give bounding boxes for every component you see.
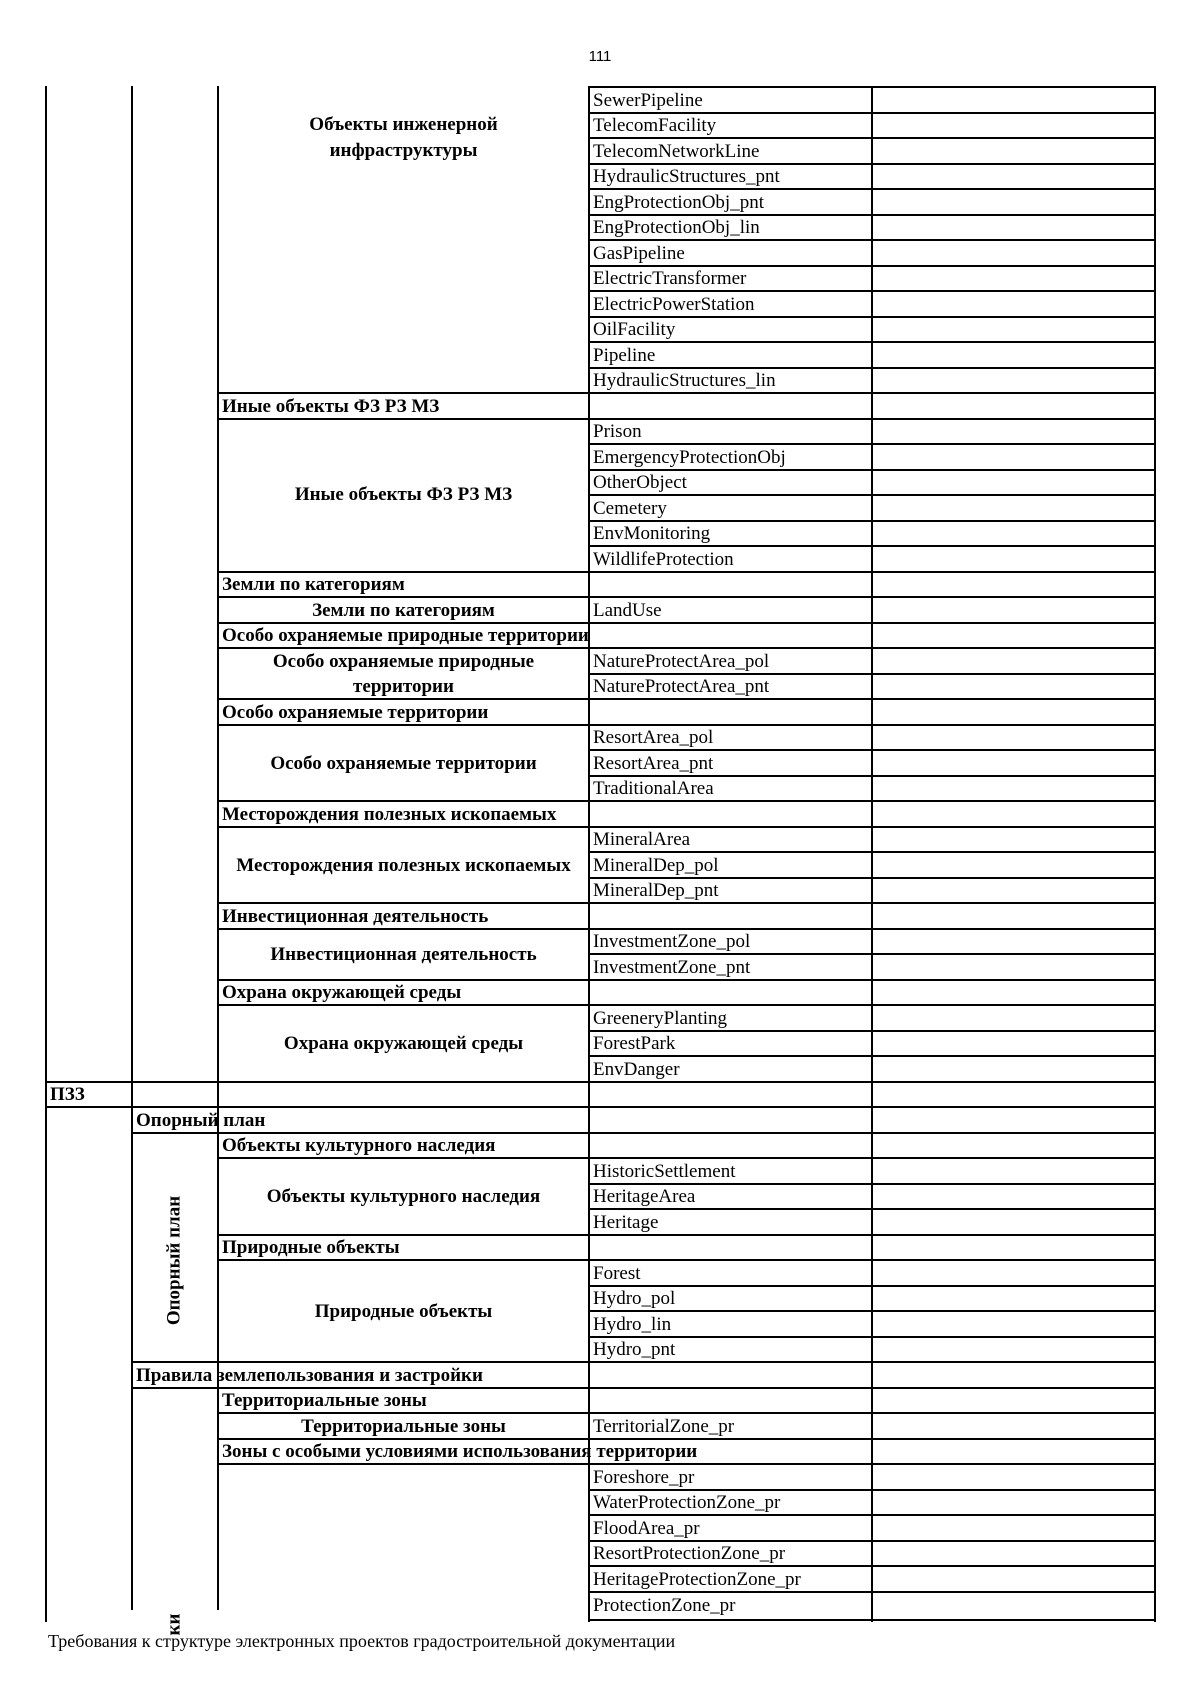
section-header: Опорный план (136, 1110, 266, 1131)
group-header: Земли по категориям (222, 574, 405, 595)
layer-name: ResortProtectionZone_pr (593, 1543, 786, 1564)
layer-name: MineralDep_pol (593, 855, 719, 876)
group-name-line1: Объекты инженерной (309, 114, 498, 135)
group-header: Территориальные зоны (222, 1390, 427, 1411)
layer-name: Hydro_pnt (593, 1339, 676, 1360)
layer-name: EngProtectionObj_lin (593, 217, 760, 238)
layer-name: ProtectionZone_pr (593, 1595, 736, 1616)
group-header: Особо охраняемые природные территории (222, 625, 589, 646)
layer-name: ForestPark (593, 1033, 676, 1054)
layer-name: NatureProtectArea_pnt (593, 676, 770, 697)
layer-name: InvestmentZone_pol (593, 931, 751, 952)
group-name: Месторождения полезных ископаемых (236, 855, 571, 876)
layer-name: TelecomFacility (593, 115, 717, 136)
layer-name: HeritageArea (593, 1186, 696, 1207)
layer-name: LandUse (593, 600, 662, 621)
section-header: Правила землепользования и застройки (136, 1365, 483, 1386)
group-header: Охрана окружающей среды (222, 982, 462, 1003)
layer-name: WildlifeProtection (593, 549, 734, 570)
group-name: Охрана окружающей среды (283, 1033, 524, 1054)
group-header: Особо охраняемые территории (222, 702, 489, 723)
layer-name: MineralArea (593, 829, 691, 850)
layer-name: EnvDanger (593, 1059, 680, 1080)
group-header: Инвестиционная деятельность (222, 906, 489, 927)
layer-name: HydraulicStructures_pnt (593, 166, 780, 187)
layer-name: Forest (593, 1263, 641, 1284)
group-name-line2: инфраструктуры (329, 140, 478, 161)
group-header: Объекты культурного наследия (222, 1135, 496, 1156)
group-name: Особо охраняемые территории (270, 753, 537, 774)
group-name: Земли по категориям (312, 600, 495, 621)
group-name: Иные объекты ФЗ РЗ МЗ (294, 484, 513, 505)
layer-name: InvestmentZone_pnt (593, 957, 751, 978)
layer-name: Prison (593, 421, 642, 442)
layer-name: Foreshore_pr (593, 1467, 695, 1488)
layer-name: SewerPipeline (593, 90, 703, 111)
group-name: Территориальные зоны (301, 1416, 506, 1437)
layer-name: WaterProtectionZone_pr (593, 1492, 781, 1513)
layer-name: Pipeline (593, 345, 656, 366)
group-header: Иные объекты ФЗ РЗ МЗ (222, 396, 440, 417)
layer-name: ElectricPowerStation (593, 294, 755, 315)
group-name-line1: Особо охраняемые природные (272, 651, 535, 672)
layer-name: Cemetery (593, 498, 667, 519)
layer-name: TraditionalArea (593, 778, 714, 799)
layer-name: EmergencyProtectionObj (593, 447, 786, 468)
layer-name: ResortArea_pnt (593, 753, 714, 774)
layer-name: TerritorialZone_pr (593, 1416, 735, 1437)
page-number: 111 (588, 48, 612, 65)
layer-name: HydraulicStructures_lin (593, 370, 776, 391)
group-name-line2: территории (353, 676, 454, 697)
layer-name: EnvMonitoring (593, 523, 711, 544)
layer-name: OtherObject (593, 472, 687, 493)
layer-name: TelecomNetworkLine (593, 141, 760, 162)
page-footer: Требования к структуре электронных проектов градостроительной документации (48, 1631, 676, 1651)
pzz-label: ПЗЗ (50, 1084, 85, 1105)
group-header: Природные объекты (222, 1237, 400, 1258)
layer-name: HistoricSettlement (593, 1161, 736, 1182)
layer-name: GreeneryPlanting (593, 1008, 728, 1029)
group-name: Объекты культурного наследия (266, 1186, 541, 1207)
layer-name: ElectricTransformer (593, 268, 747, 289)
layer-name: GasPipeline (593, 243, 685, 264)
layer-name: MineralDep_pnt (593, 880, 719, 901)
group-name: Природные объекты (314, 1301, 493, 1322)
layer-name: HeritageProtectionZone_pr (593, 1569, 801, 1590)
layer-name: FloodArea_pr (593, 1518, 700, 1539)
layer-name: ResortArea_pol (593, 727, 714, 748)
layer-name: Hydro_pol (593, 1288, 676, 1309)
group-header: Зоны с особыми условиями использования территории (222, 1441, 698, 1462)
group-name: Инвестиционная деятельность (270, 944, 537, 965)
layer-name: Heritage (593, 1212, 659, 1233)
layer-name: Hydro_lin (593, 1314, 672, 1335)
group-header: Месторождения полезных ископаемых (222, 804, 557, 825)
vertical-section-label: ки (163, 1613, 185, 1636)
layer-name: NatureProtectArea_pol (593, 651, 770, 672)
layer-name: EngProtectionObj_pnt (593, 192, 764, 213)
layer-name: OilFacility (593, 319, 676, 340)
vertical-section-label: Опорный план (163, 1195, 185, 1326)
